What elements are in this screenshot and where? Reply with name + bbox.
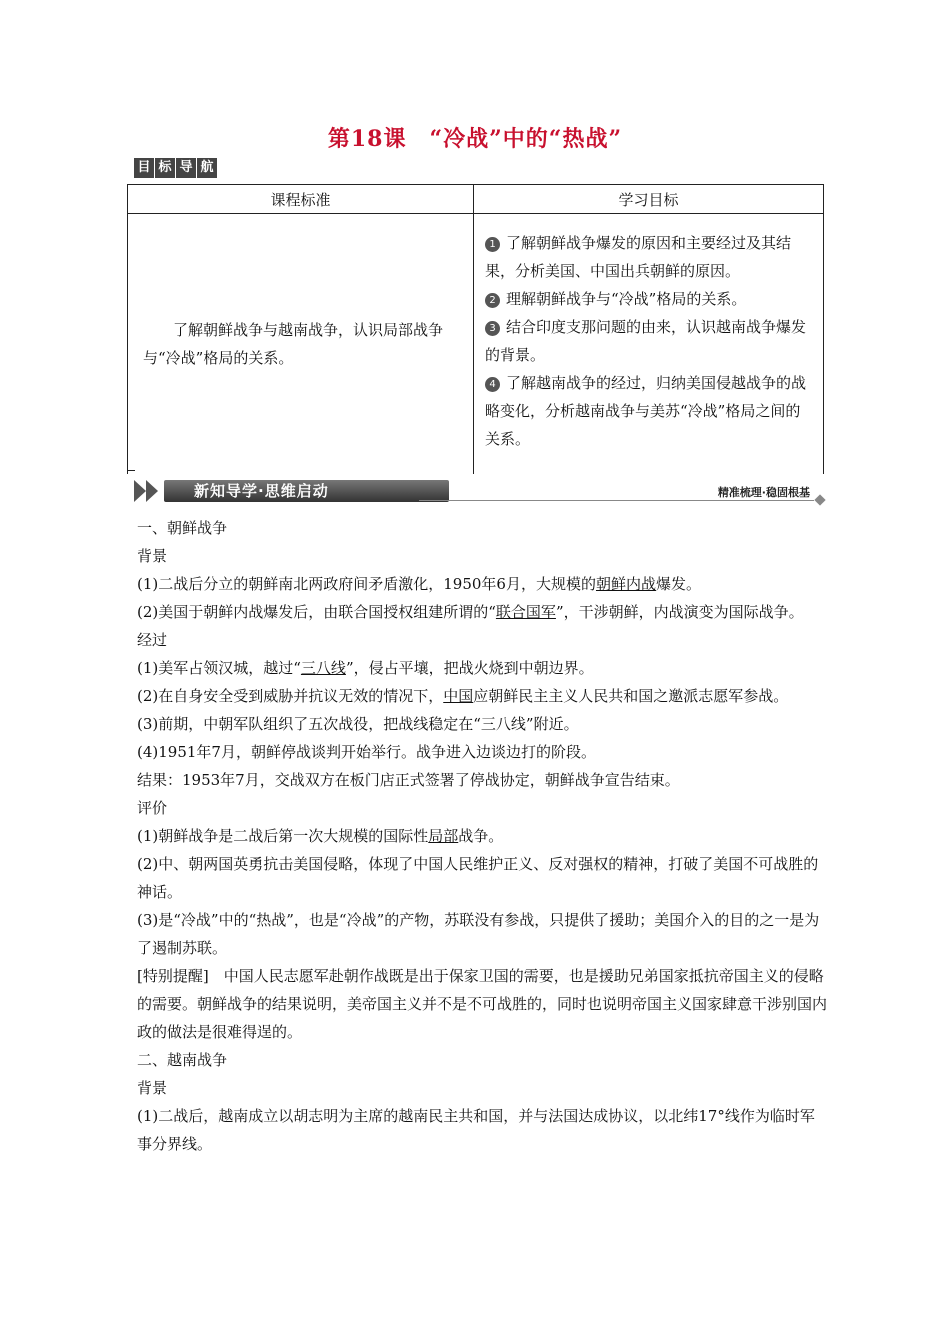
- paragraph: (3)前期，中朝军队组织了五次战役，把战线稳定在“三八线”附近。: [137, 715, 579, 733]
- goal-nav-badge: [134, 158, 217, 178]
- lesson-content: [137, 514, 827, 1158]
- number-icon: 4: [485, 377, 500, 392]
- table-header-standard: 课程标准: [128, 185, 474, 214]
- paragraph: (1)二战后，越南成立以胡志明为主席的越南民主共和国，并与法国达成协议，以北纬17°线作为临时军事分界线。: [137, 1107, 815, 1153]
- table-header-objectives: 学习目标: [474, 185, 824, 214]
- paragraph: (2)在自身安全受到威胁并抗议无效的情况下，中国应朝鲜民主主义人民共和国之邀派志愿军参战。: [137, 687, 789, 705]
- banner-divider: [419, 500, 814, 501]
- subheading: 经过: [137, 631, 168, 649]
- number-icon: 1: [485, 237, 500, 252]
- standard-cell: [128, 214, 474, 475]
- banner-subtitle: 精准梳理·稳固根基: [717, 486, 810, 499]
- paragraph: (1)二战后分立的朝鲜南北两政府间矛盾激化，1950年6月，大规模的朝鲜内战爆发。: [137, 575, 701, 593]
- diamond-icon: [814, 494, 825, 505]
- chevron-icon: [134, 480, 146, 502]
- objective-item: [485, 369, 814, 453]
- subheading: 背景: [137, 1079, 168, 1097]
- section-heading: 一、朝鲜战争: [137, 519, 228, 537]
- badge-char: 导: [176, 158, 196, 178]
- badge-char: 标: [155, 158, 175, 178]
- objective-text: 理解朝鲜战争与“冷战”格局的关系。: [506, 290, 747, 308]
- subheading: 评价: [137, 799, 168, 817]
- paragraph: 结果：1953年7月，交战双方在板门店正式签署了停战协定，朝鲜战争宣告结束。: [137, 771, 680, 789]
- number-icon: 3: [485, 321, 500, 336]
- table-corner-mark: [127, 470, 135, 471]
- badge-char: 航: [197, 158, 217, 178]
- banner-title: 新知导学·思维启动: [164, 480, 449, 502]
- goals-table: [127, 184, 824, 474]
- objectives-list: [475, 215, 822, 473]
- objective-item: [485, 313, 814, 369]
- paragraph: (3)是“冷战”中的“热战”，也是“冷战”的产物，苏联没有参战，只提供了援助；美国介入的目的之一是为了遏制苏联。: [137, 911, 820, 957]
- section-heading: 二、越南战争: [137, 1051, 228, 1069]
- chevron-icon: [146, 480, 158, 502]
- objectives-cell: [474, 214, 824, 475]
- objective-text: 了解越南战争的经过，归纳美国侵越战争的战略变化，分析越南战争与美苏“冷战”格局之间的关系。: [485, 374, 807, 448]
- page-title: 第18课 “冷战”中的“热战”: [327, 126, 623, 152]
- badge-char: 目: [134, 158, 154, 178]
- paragraph: (4)1951年7月，朝鲜停战谈判开始举行。战争进入边谈边打的阶段。: [137, 743, 596, 761]
- objective-item: [485, 285, 814, 313]
- standard-text: 了解朝鲜战争与越南战争，认识局部战争与“冷战”格局的关系。: [143, 321, 444, 367]
- objective-text: 了解朝鲜战争爆发的原因和主要经过及其结果，分析美国、中国出兵朝鲜的原因。: [485, 234, 792, 280]
- paragraph: (2)美国于朝鲜内战爆发后，由联合国授权组建所谓的“联合国军”，干涉朝鲜，内战演变为国际战争。: [137, 603, 804, 621]
- paragraph: (1)美军占领汉城，越过“三八线”，侵占平壤，把战火烧到中朝边界。: [137, 659, 594, 677]
- paragraph: (1)朝鲜战争是二战后第一次大规模的国际性局部战争。: [137, 827, 504, 845]
- number-icon: 2: [485, 293, 500, 308]
- paragraph: (2)中、朝两国英勇抗击美国侵略，体现了中国人民维护正义、反对强权的精神，打破了美国不可战胜的神话。: [137, 855, 819, 901]
- objective-item: [485, 229, 814, 285]
- subheading: 背景: [137, 547, 168, 565]
- objective-text: 结合印度支那问题的由来，认识越南战争爆发的背景。: [485, 318, 807, 364]
- section-banner: [134, 478, 824, 504]
- special-note: [特别提醒] 中国人民志愿军赴朝作战既是出于保家卫国的需要，也是援助兄弟国家抵抗帝国主义的侵略的需要。朝鲜战争的结果说明，美帝国主义并不是不可战胜的，同时也说明帝国主义国家肆意干涉别国内政的做法是很难得逞的。: [137, 967, 828, 1041]
